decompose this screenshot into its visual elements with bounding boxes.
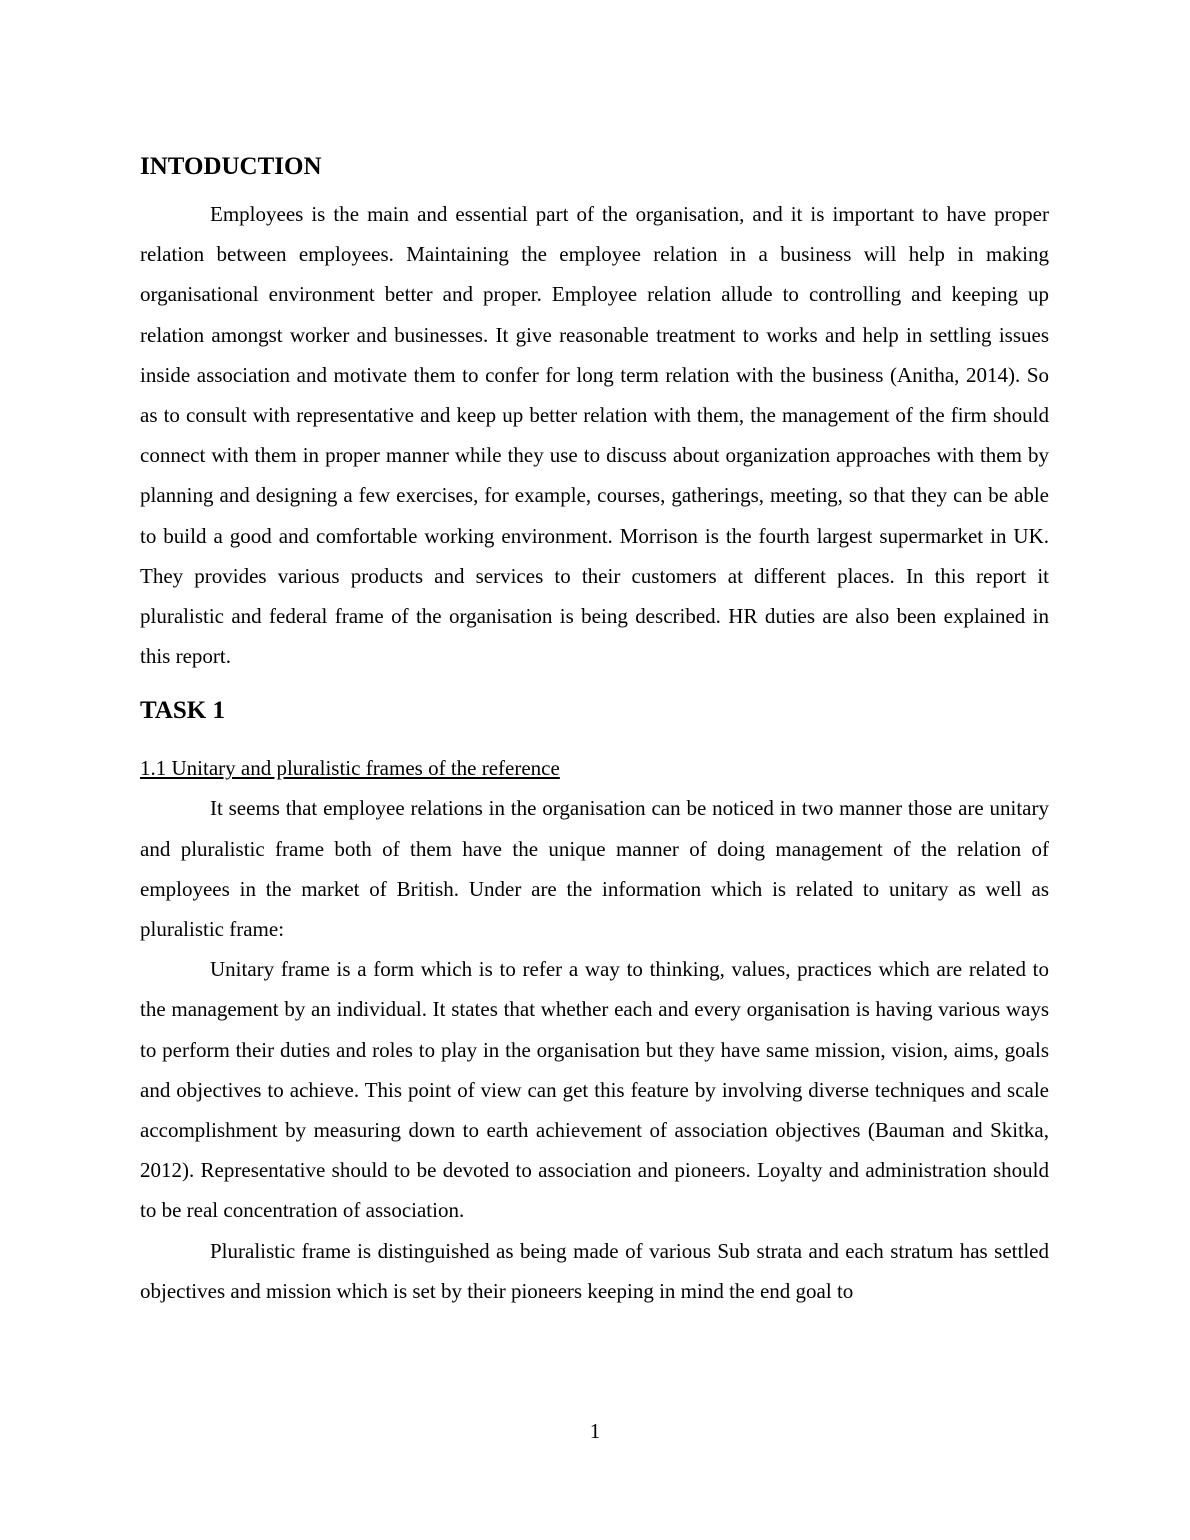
- section-1-1-subheading: 1.1 Unitary and pluralistic frames of the reference: [140, 756, 560, 781]
- task-1-heading: TASK 1: [140, 697, 225, 725]
- frames-overview-paragraph: It seems that employee relations in the organisation can be noticed in two manner those are unitary and pluralistic frame both of them have the unique manner of doing management of the relation of employees in the market of British. Under are the information which is related to unitary as well as pluralistic frame:: [140, 796, 1049, 942]
- page-content: [140, 150, 1049, 1311]
- introduction-heading: INTODUCTION: [140, 153, 322, 180]
- page-number: 1: [589, 1419, 601, 1443]
- unitary-frame-paragraph: Unitary frame is a form which is to refer a way to thinking, values, practices which are related to the management by an individual. It states that whether each and every organisation is having various ways to perform their duties and roles to play in the organisation but they have same mission, vision, aims, goals and objectives to achieve. This point of view can get this feature by involving diverse techniques and scale accomplishment by measuring down to earth achievement of association objectives (Bauman and Skitka, 2012). Representative should to be devoted to association and pioneers. Loyalty and administration should to be real concentration of association.: [140, 957, 1049, 1223]
- pluralistic-frame-paragraph: Pluralistic frame is distinguished as being made of various Sub strata and each stratum has settled objectives and mission which is set by their pioneers keeping in mind the end goal to: [140, 1238, 1049, 1303]
- introduction-paragraph: Employees is the main and essential part of the organisation, and it is important to have proper relation between employees. Maintaining the employee relation in a business will help in making organisational environment better and proper. Employee relation allude to controlling and keeping up relation amongst worker and businesses. It give reasonable treatment to works and help in settling issues inside association and motivate them to confer for long term relation with the business (Anitha, 2014). So as to consult with representative and keep up better relation with them, the management of the firm should connect with them in proper manner while they use to discuss about organization approaches with them by planning and designing a few exercises, for example, courses, gatherings, meeting, so that they can be able to build a good and comfortable working environment. Morrison is the fourth largest supermarket in UK. They provides various products and services to their customers at different places. In this report it pluralistic and federal frame of the organisation is being described. HR duties are also been explained in this report.: [140, 202, 1049, 669]
